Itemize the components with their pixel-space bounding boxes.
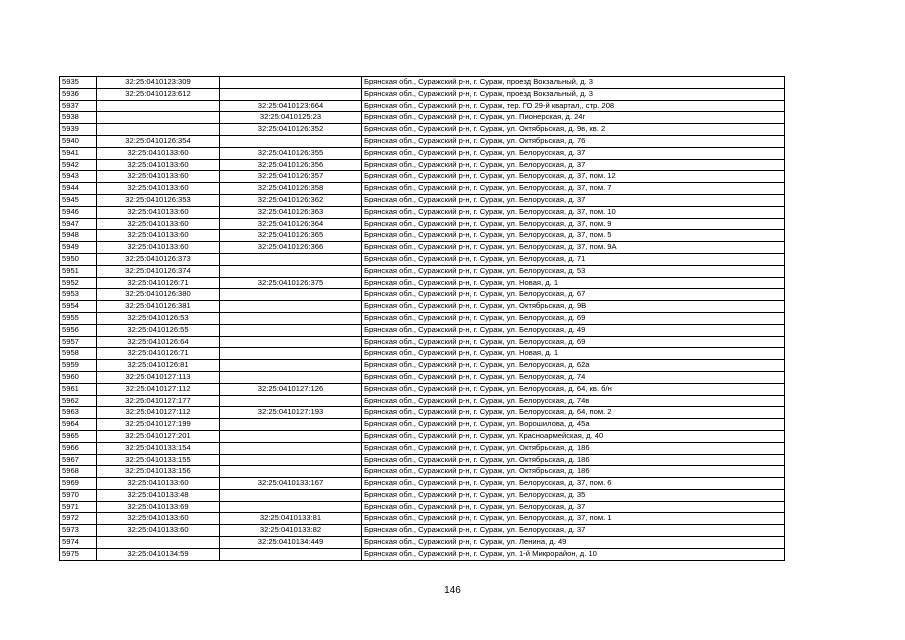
address-cell: Брянская обл., Суражский р-н, г. Сураж, ул. Белорусская, д. 64, пом. 2: [362, 407, 785, 419]
address-cell: Брянская обл., Суражский р-н, г. Сураж, ул. Ворошилова, д. 45а: [362, 419, 785, 431]
address-cell: Брянская обл., Суражский р-н, г. Сураж, ул. Белорусская, д. 37, пом. 6: [362, 478, 785, 490]
building-cadastral-number-cell: 32:25:0410126:364: [220, 218, 362, 230]
land-cadastral-number-cell: 32:25:0410134:59: [97, 548, 220, 560]
land-cadastral-number-cell: 32:25:0410133:154: [97, 442, 220, 454]
row-number-cell: 5974: [60, 537, 97, 549]
table-row: [60, 88, 785, 100]
address-cell: Брянская обл., Суражский р-н, г. Сураж, тер. ГО 29-й квартал,, стр. 208: [362, 100, 785, 112]
building-cadastral-number-cell: 32:25:0410126:352: [220, 124, 362, 136]
address-cell: Брянская обл., Суражский р-н, г. Сураж, ул. Октябрьская, д. 9в, кв. 2: [362, 124, 785, 136]
land-cadastral-number-cell: 32:25:0410133:156: [97, 466, 220, 478]
land-cadastral-number-cell: 32:25:0410126:380: [97, 289, 220, 301]
table-row: [60, 135, 785, 147]
building-cadastral-number-cell: [220, 419, 362, 431]
row-number-cell: 5942: [60, 159, 97, 171]
land-cadastral-number-cell: 32:25:0410127:199: [97, 419, 220, 431]
building-cadastral-number-cell: [220, 348, 362, 360]
address-cell: Брянская обл., Суражский р-н, г. Сураж, проезд Вокзальный, д. 3: [362, 88, 785, 100]
row-number-cell: 5936: [60, 88, 97, 100]
table-row: [60, 348, 785, 360]
row-number-cell: 5951: [60, 265, 97, 277]
land-cadastral-number-cell: [97, 537, 220, 549]
building-cadastral-number-cell: [220, 548, 362, 560]
building-cadastral-number-cell: 32:25:0410123:664: [220, 100, 362, 112]
table-row: [60, 548, 785, 560]
building-cadastral-number-cell: 32:25:0410126:357: [220, 171, 362, 183]
building-cadastral-number-cell: [220, 501, 362, 513]
row-number-cell: 5946: [60, 206, 97, 218]
table-row: [60, 489, 785, 501]
row-number-cell: 5960: [60, 371, 97, 383]
row-number-cell: 5972: [60, 513, 97, 525]
table-row: [60, 183, 785, 195]
address-cell: Брянская обл., Суражский р-н, г. Сураж, ул. Белорусская, д. 49: [362, 324, 785, 336]
building-cadastral-number-cell: [220, 430, 362, 442]
building-cadastral-number-cell: [220, 442, 362, 454]
address-cell: Брянская обл., Суражский р-н, г. Сураж, ул. 1-й Микрорайон, д. 10: [362, 548, 785, 560]
land-cadastral-number-cell: 32:25:0410133:60: [97, 218, 220, 230]
building-cadastral-number-cell: [220, 77, 362, 89]
row-number-cell: 5971: [60, 501, 97, 513]
row-number-cell: 5967: [60, 454, 97, 466]
row-number-cell: 5968: [60, 466, 97, 478]
address-cell: Брянская обл., Суражский р-н, г. Сураж, ул. Октябрьская, д. 186: [362, 454, 785, 466]
page-number: 146: [444, 585, 461, 596]
table-row: [60, 147, 785, 159]
row-number-cell: 5973: [60, 525, 97, 537]
address-cell: Брянская обл., Суражский р-н, г. Сураж, ул. Белорусская, д. 37, пом. 5: [362, 230, 785, 242]
table-row: [60, 430, 785, 442]
row-number-cell: 5943: [60, 171, 97, 183]
row-number-cell: 5963: [60, 407, 97, 419]
row-number-cell: 5938: [60, 112, 97, 124]
row-number-cell: 5940: [60, 135, 97, 147]
land-cadastral-number-cell: 32:25:0410133:60: [97, 183, 220, 195]
table-row: [60, 277, 785, 289]
address-cell: Брянская обл., Суражский р-н, г. Сураж, ул. Октябрьская, д. 186: [362, 466, 785, 478]
table-row: [60, 537, 785, 549]
building-cadastral-number-cell: [220, 265, 362, 277]
building-cadastral-number-cell: 32:25:0410126:375: [220, 277, 362, 289]
building-cadastral-number-cell: 32:25:0410125:23: [220, 112, 362, 124]
address-cell: Брянская обл., Суражский р-н, г. Сураж, ул. Октябрьская, д. 9В: [362, 301, 785, 313]
land-cadastral-number-cell: 32:25:0410126:55: [97, 324, 220, 336]
row-number-cell: 5949: [60, 242, 97, 254]
address-cell: Брянская обл., Суражский р-н, г. Сураж, ул. Белорусская, д. 37, пом. 9А: [362, 242, 785, 254]
building-cadastral-number-cell: 32:25:0410133:82: [220, 525, 362, 537]
table-row: [60, 454, 785, 466]
land-cadastral-number-cell: 32:25:0410133:60: [97, 513, 220, 525]
building-cadastral-number-cell: [220, 371, 362, 383]
table-row: [60, 371, 785, 383]
land-cadastral-number-cell: 32:25:0410127:112: [97, 407, 220, 419]
building-cadastral-number-cell: 32:25:0410126:363: [220, 206, 362, 218]
land-cadastral-number-cell: 32:25:0410127:113: [97, 371, 220, 383]
table-row: [60, 336, 785, 348]
address-cell: Брянская обл., Суражский р-н, г. Сураж, ул. Белорусская, д. 35: [362, 489, 785, 501]
address-cell: Брянская обл., Суражский р-н, г. Сураж, ул. Белорусская, д. 37, пом. 12: [362, 171, 785, 183]
land-cadastral-number-cell: 32:25:0410126:354: [97, 135, 220, 147]
table-row: [60, 194, 785, 206]
land-cadastral-number-cell: [97, 100, 220, 112]
land-cadastral-number-cell: 32:25:0410126:374: [97, 265, 220, 277]
table-row: [60, 242, 785, 254]
address-cell: Брянская обл., Суражский р-н, г. Сураж, ул. Октябрьская, д. 186: [362, 442, 785, 454]
building-cadastral-number-cell: [220, 454, 362, 466]
building-cadastral-number-cell: 32:25:0410127:126: [220, 383, 362, 395]
table-row: [60, 289, 785, 301]
row-number-cell: 5945: [60, 194, 97, 206]
table-row: [60, 100, 785, 112]
address-cell: Брянская обл., Суражский р-н, г. Сураж, ул. Белорусская, д. 62а: [362, 360, 785, 372]
address-cell: Брянская обл., Суражский р-н, г. Сураж, ул. Пионерская, д. 24г: [362, 112, 785, 124]
row-number-cell: 5961: [60, 383, 97, 395]
land-cadastral-number-cell: 32:25:0410133:69: [97, 501, 220, 513]
land-cadastral-number-cell: 32:25:0410133:48: [97, 489, 220, 501]
table-row: [60, 478, 785, 490]
land-cadastral-number-cell: 32:25:0410133:60: [97, 242, 220, 254]
row-number-cell: 5970: [60, 489, 97, 501]
address-cell: Брянская обл., Суражский р-н, г. Сураж, ул. Белорусская, д. 37, пом. 1: [362, 513, 785, 525]
address-cell: Брянская обл., Суражский р-н, г. Сураж, ул. Белорусская, д. 69: [362, 336, 785, 348]
row-number-cell: 5935: [60, 77, 97, 89]
table-row: [60, 501, 785, 513]
row-number-cell: 5944: [60, 183, 97, 195]
table-row: [60, 407, 785, 419]
land-cadastral-number-cell: 32:25:0410126:381: [97, 301, 220, 313]
building-cadastral-number-cell: 32:25:0410126:355: [220, 147, 362, 159]
table-row: [60, 77, 785, 89]
address-cell: Брянская обл., Суражский р-н, г. Сураж, ул. Белорусская, д. 37: [362, 147, 785, 159]
row-number-cell: 5948: [60, 230, 97, 242]
land-cadastral-number-cell: 32:25:0410126:64: [97, 336, 220, 348]
table-row: [60, 525, 785, 537]
building-cadastral-number-cell: 32:25:0410126:358: [220, 183, 362, 195]
land-cadastral-number-cell: 32:25:0410126:71: [97, 277, 220, 289]
address-cell: Брянская обл., Суражский р-н, г. Сураж, ул. Белорусская, д. 37: [362, 194, 785, 206]
table-row: [60, 395, 785, 407]
table-row: [60, 301, 785, 313]
table-row: [60, 253, 785, 265]
table-row: [60, 265, 785, 277]
address-cell: Брянская обл., Суражский р-н, г. Сураж, проезд Вокзальный, д. 3: [362, 77, 785, 89]
table-row: [60, 360, 785, 372]
table-row: [60, 419, 785, 431]
building-cadastral-number-cell: [220, 289, 362, 301]
row-number-cell: 5950: [60, 253, 97, 265]
table-row: [60, 124, 785, 136]
address-cell: Брянская обл., Суражский р-н, г. Сураж, ул. Белорусская, д. 37: [362, 159, 785, 171]
registry-table-body: [60, 77, 785, 561]
table-row: [60, 324, 785, 336]
address-cell: Брянская обл., Суражский р-н, г. Сураж, ул. Белорусская, д. 37: [362, 525, 785, 537]
land-cadastral-number-cell: 32:25:0410133:60: [97, 230, 220, 242]
building-cadastral-number-cell: 32:25:0410133:167: [220, 478, 362, 490]
row-number-cell: 5962: [60, 395, 97, 407]
row-number-cell: 5941: [60, 147, 97, 159]
land-cadastral-number-cell: 32:25:0410123:612: [97, 88, 220, 100]
row-number-cell: 5956: [60, 324, 97, 336]
building-cadastral-number-cell: [220, 489, 362, 501]
building-cadastral-number-cell: 32:25:0410126:356: [220, 159, 362, 171]
table-row: [60, 312, 785, 324]
row-number-cell: 5959: [60, 360, 97, 372]
building-cadastral-number-cell: [220, 135, 362, 147]
address-cell: Брянская обл., Суражский р-н, г. Сураж, ул. Белорусская, д. 74в: [362, 395, 785, 407]
table-row: [60, 218, 785, 230]
land-cadastral-number-cell: 32:25:0410127:177: [97, 395, 220, 407]
row-number-cell: 5953: [60, 289, 97, 301]
row-number-cell: 5947: [60, 218, 97, 230]
table-row: [60, 383, 785, 395]
address-cell: Брянская обл., Суражский р-н, г. Сураж, ул. Октябрьская, д. 76: [362, 135, 785, 147]
land-cadastral-number-cell: 32:25:0410133:155: [97, 454, 220, 466]
address-cell: Брянская обл., Суражский р-н, г. Сураж, ул. Белорусская, д. 37, пом. 7: [362, 183, 785, 195]
land-cadastral-number-cell: [97, 124, 220, 136]
land-cadastral-number-cell: 32:25:0410127:112: [97, 383, 220, 395]
table-row: [60, 112, 785, 124]
land-cadastral-number-cell: 32:25:0410126:53: [97, 312, 220, 324]
row-number-cell: 5969: [60, 478, 97, 490]
row-number-cell: 5975: [60, 548, 97, 560]
building-cadastral-number-cell: [220, 336, 362, 348]
table-row: [60, 206, 785, 218]
land-cadastral-number-cell: [97, 112, 220, 124]
address-cell: Брянская обл., Суражский р-н, г. Сураж, ул. Белорусская, д. 53: [362, 265, 785, 277]
address-cell: Брянская обл., Суражский р-н, г. Сураж, ул. Красноармейская, д. 40: [362, 430, 785, 442]
land-cadastral-number-cell: 32:25:0410133:60: [97, 206, 220, 218]
table-row: [60, 466, 785, 478]
row-number-cell: 5939: [60, 124, 97, 136]
land-cadastral-number-cell: 32:25:0410133:60: [97, 147, 220, 159]
building-cadastral-number-cell: 32:25:0410134:449: [220, 537, 362, 549]
land-cadastral-number-cell: 32:25:0410126:71: [97, 348, 220, 360]
registry-table: [59, 76, 785, 561]
table-row: [60, 513, 785, 525]
building-cadastral-number-cell: [220, 324, 362, 336]
row-number-cell: 5958: [60, 348, 97, 360]
address-cell: Брянская обл., Суражский р-н, г. Сураж, ул. Белорусская, д. 69: [362, 312, 785, 324]
row-number-cell: 5964: [60, 419, 97, 431]
building-cadastral-number-cell: 32:25:0410126:365: [220, 230, 362, 242]
building-cadastral-number-cell: [220, 466, 362, 478]
row-number-cell: 5955: [60, 312, 97, 324]
building-cadastral-number-cell: 32:25:0410126:366: [220, 242, 362, 254]
address-cell: Брянская обл., Суражский р-н, г. Сураж, ул. Белорусская, д. 37: [362, 501, 785, 513]
row-number-cell: 5966: [60, 442, 97, 454]
building-cadastral-number-cell: [220, 301, 362, 313]
land-cadastral-number-cell: 32:25:0410126:353: [97, 194, 220, 206]
row-number-cell: 5957: [60, 336, 97, 348]
building-cadastral-number-cell: [220, 253, 362, 265]
building-cadastral-number-cell: [220, 312, 362, 324]
building-cadastral-number-cell: [220, 395, 362, 407]
table-row: [60, 159, 785, 171]
land-cadastral-number-cell: 32:25:0410133:60: [97, 159, 220, 171]
table-row: [60, 171, 785, 183]
land-cadastral-number-cell: 32:25:0410133:60: [97, 478, 220, 490]
table-row: [60, 442, 785, 454]
building-cadastral-number-cell: 32:25:0410126:362: [220, 194, 362, 206]
address-cell: Брянская обл., Суражский р-н, г. Сураж, ул. Белорусская, д. 64, кв. б/н: [362, 383, 785, 395]
row-number-cell: 5937: [60, 100, 97, 112]
address-cell: Брянская обл., Суражский р-н, г. Сураж, ул. Белорусская, д. 37, пом. 10: [362, 206, 785, 218]
land-cadastral-number-cell: 32:25:0410126:373: [97, 253, 220, 265]
land-cadastral-number-cell: 32:25:0410133:60: [97, 525, 220, 537]
land-cadastral-number-cell: 32:25:0410126:81: [97, 360, 220, 372]
building-cadastral-number-cell: [220, 88, 362, 100]
address-cell: Брянская обл., Суражский р-н, г. Сураж, ул. Белорусская, д. 71: [362, 253, 785, 265]
row-number-cell: 5952: [60, 277, 97, 289]
address-cell: Брянская обл., Суражский р-н, г. Сураж, ул. Белорусская, д. 74: [362, 371, 785, 383]
address-cell: Брянская обл., Суражский р-н, г. Сураж, ул. Ленина, д. 49: [362, 537, 785, 549]
address-cell: Брянская обл., Суражский р-н, г. Сураж, ул. Белорусская, д. 67: [362, 289, 785, 301]
address-cell: Брянская обл., Суражский р-н, г. Сураж, ул. Новая, д. 1: [362, 277, 785, 289]
building-cadastral-number-cell: [220, 360, 362, 372]
land-cadastral-number-cell: 32:25:0410123:309: [97, 77, 220, 89]
row-number-cell: 5965: [60, 430, 97, 442]
land-cadastral-number-cell: 32:25:0410127:201: [97, 430, 220, 442]
building-cadastral-number-cell: 32:25:0410127:193: [220, 407, 362, 419]
land-cadastral-number-cell: 32:25:0410133:60: [97, 171, 220, 183]
table-row: [60, 230, 785, 242]
building-cadastral-number-cell: 32:25:0410133:81: [220, 513, 362, 525]
address-cell: Брянская обл., Суражский р-н, г. Сураж, ул. Белорусская, д. 37, пом. 9: [362, 218, 785, 230]
address-cell: Брянская обл., Суражский р-н, г. Сураж, ул. Новая, д. 1: [362, 348, 785, 360]
row-number-cell: 5954: [60, 301, 97, 313]
